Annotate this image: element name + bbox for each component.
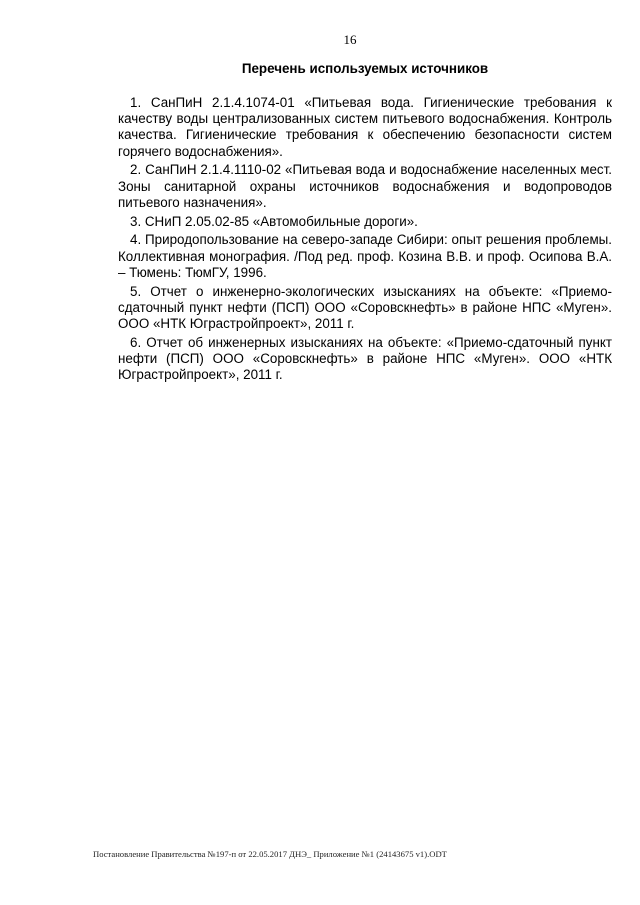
source-text: 6. Отчет об инженерных изысканиях на объекте: «Приемо-сдаточный пункт нефти (ПСП) ООО «Соровскнефть» в районе НПС «Муген». ООО «НТК Юграстройпроект», 2011 г. xyxy=(118,334,612,383)
source-item-6 xyxy=(118,335,612,384)
source-text: 3. СНиП 2.05.02-85 «Автомобильные дороги». xyxy=(130,213,418,229)
page-title: Перечень используемых источников xyxy=(241,61,489,76)
source-text: 5. Отчет о инженерно-экологических изысканиях на объекте: «Приемо-сдаточный пункт нефти (ПСП) ООО «Соровскнефть» в районе НПС «Муген». ООО «НТК Юграстройпроект», 2011 г. xyxy=(118,283,612,332)
source-item-1 xyxy=(118,95,612,160)
source-text: 2. СанПиН 2.1.4.1110-02 «Питьевая вода и водоснабжение населенных мест. Зоны санитарной охраны источников водоснабжения и водопроводов питьевого назначения». xyxy=(118,162,612,210)
source-text: 1. СанПиН 2.1.4.1074-01 «Питьевая вода. Гигиенические требования к качеству воды централизованных систем питьевого водоснабжения. Контроль качества. Гигиенические требования к обеспечению безопасности систем горячего водоснабжения». xyxy=(118,95,612,159)
document-footer: Постановление Правительства №197-п от 22.05.2017 ДНЭ_ Приложение №1 (24143675 v1).ODT xyxy=(93,849,447,859)
source-list xyxy=(118,95,612,386)
source-item-4 xyxy=(118,232,612,281)
source-item-2 xyxy=(118,162,612,211)
source-item-3 xyxy=(118,214,612,230)
source-item-5 xyxy=(118,284,612,333)
source-text: 4. Природопользование на северо-западе Сибири: опыт решения проблемы. Коллективная монография. /Под ред. проф. Козина В.В. и проф. Осипова В.А. – Тюмень: ТюмГУ, 1996. xyxy=(118,232,612,280)
page-number: 16 xyxy=(343,32,357,47)
